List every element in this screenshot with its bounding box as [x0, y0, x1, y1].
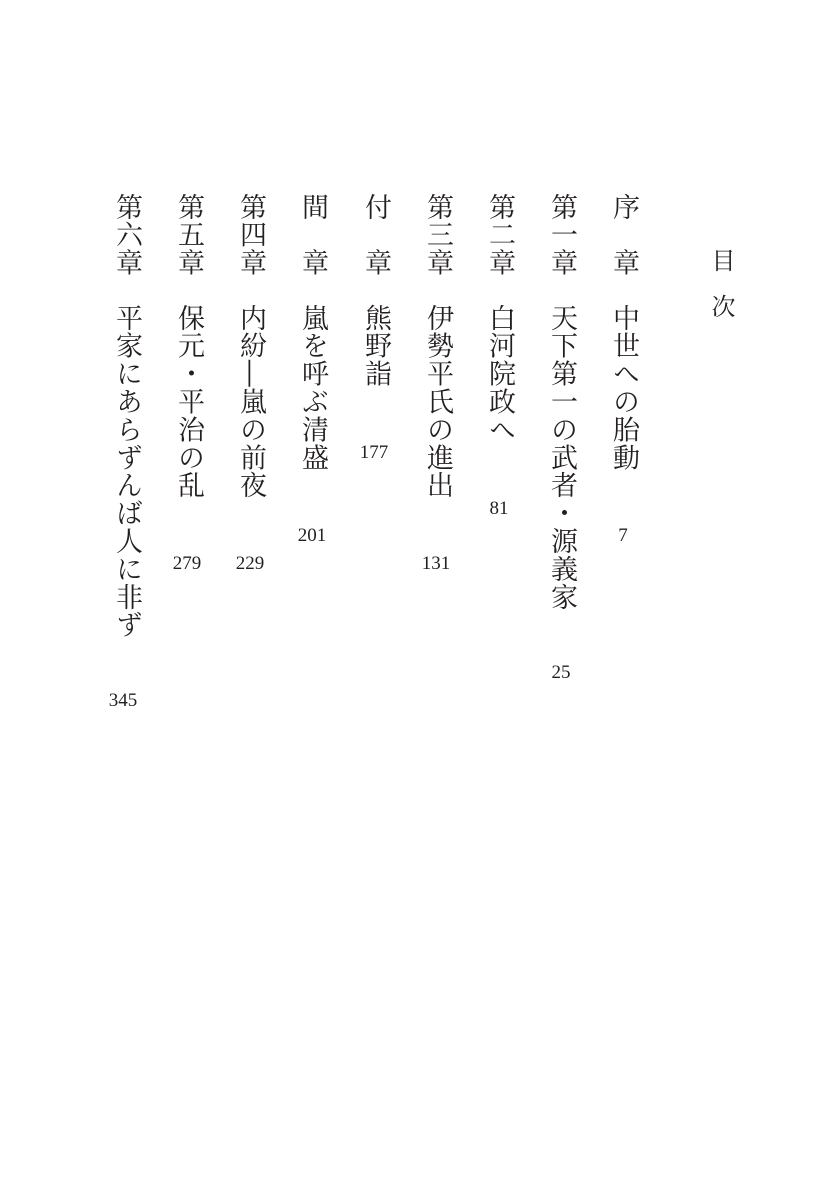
toc-title: 目次 — [707, 248, 735, 340]
page-number: 177 — [359, 442, 389, 463]
chapter-label: 第二章 — [484, 193, 515, 277]
chapter-title: 天下第一の武者・源義家 — [546, 303, 577, 611]
toc-entry — [295, 193, 329, 471]
page-number: 279 — [172, 553, 202, 574]
chapter-title: 伊勢平氏の進出 — [422, 303, 453, 500]
chapter-label: 間 章 — [297, 193, 328, 277]
chapter-title: 熊野詣 — [360, 303, 391, 388]
page-number: 131 — [421, 553, 451, 574]
chapter-label: 序 章 — [608, 193, 639, 277]
toc-entry — [233, 193, 267, 499]
page-number: 7 — [618, 525, 628, 546]
toc-entry — [420, 193, 454, 499]
chapter-label: 付 章 — [360, 193, 391, 277]
page-number: 25 — [551, 662, 571, 683]
chapter-title: 白河院政へ — [484, 303, 515, 444]
toc-entry — [109, 193, 143, 639]
page-number: 81 — [489, 498, 509, 519]
chapter-title: 嵐を呼ぶ清盛 — [297, 303, 328, 472]
toc-entry — [544, 193, 578, 611]
chapter-label: 第六章 — [111, 193, 142, 277]
chapter-title: 保元・平治の乱 — [173, 303, 204, 500]
page-number: 229 — [235, 553, 265, 574]
toc-entry — [358, 193, 392, 387]
chapter-label: 第四章 — [235, 193, 266, 277]
toc-entry — [606, 193, 640, 471]
chapter-title: 中世への胎動 — [608, 303, 639, 472]
page-number: 345 — [108, 690, 138, 711]
chapter-title: 平家にあらずんば人に非ず — [111, 303, 142, 639]
chapter-label: 第五章 — [173, 193, 204, 277]
toc-entry — [482, 193, 516, 443]
toc-entry — [171, 193, 205, 499]
page-number: 201 — [297, 525, 327, 546]
chapter-label: 第一章 — [546, 193, 577, 277]
chapter-title: 内紛―嵐の前夜 — [235, 303, 266, 500]
chapter-label: 第三章 — [422, 193, 453, 277]
